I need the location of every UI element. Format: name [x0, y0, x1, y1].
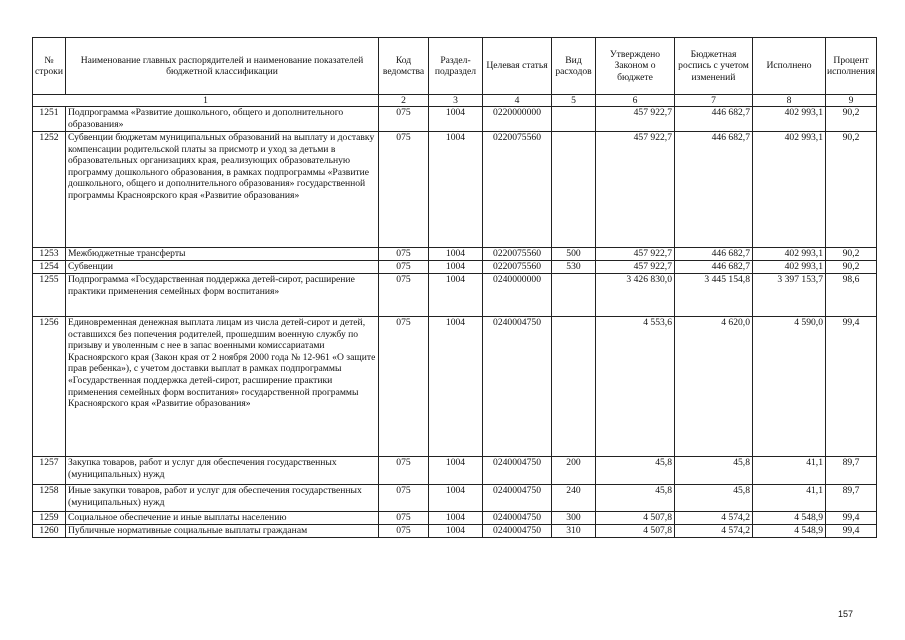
row-percent: 90,2 [826, 248, 877, 261]
row-number: 1255 [33, 274, 66, 317]
row-approved: 4 507,8 [596, 512, 675, 525]
row-approved: 3 426 830,0 [596, 274, 675, 317]
row-expense-type: 310 [552, 525, 596, 538]
row-executed: 4 548,9 [753, 512, 826, 525]
row-dept-code: 075 [379, 274, 429, 317]
header-executed: Исполнено [753, 38, 826, 95]
row-section: 1004 [429, 107, 483, 132]
row-target-item: 0240004750 [483, 457, 552, 485]
row-section: 1004 [429, 317, 483, 457]
row-target-item: 0220075560 [483, 132, 552, 248]
row-expense-type [552, 107, 596, 132]
column-number: 6 [596, 95, 675, 107]
column-number: 2 [379, 95, 429, 107]
row-expense-type [552, 317, 596, 457]
row-approved: 45,8 [596, 485, 675, 512]
row-executed: 41,1 [753, 457, 826, 485]
row-dept-code: 075 [379, 132, 429, 248]
row-section: 1004 [429, 485, 483, 512]
row-section: 1004 [429, 457, 483, 485]
row-name: Субвенции [66, 261, 379, 274]
row-percent: 99,4 [826, 525, 877, 538]
row-section: 1004 [429, 261, 483, 274]
table-row [33, 317, 877, 457]
header-approved: Утверждено Законом о бюджете [596, 38, 675, 95]
row-expense-type: 530 [552, 261, 596, 274]
table-row [33, 248, 877, 261]
row-dept-code: 075 [379, 248, 429, 261]
row-budget-list: 4 620,0 [675, 317, 753, 457]
row-percent: 90,2 [826, 132, 877, 248]
row-executed: 3 397 153,7 [753, 274, 826, 317]
column-number: 9 [826, 95, 877, 107]
row-name: Подпрограмма «Государственная поддержка детей-сирот, расширение практики применения семейных форм воспитания» [66, 274, 379, 317]
row-budget-list: 446 682,7 [675, 248, 753, 261]
row-number: 1260 [33, 525, 66, 538]
row-number: 1251 [33, 107, 66, 132]
row-executed: 402 993,1 [753, 107, 826, 132]
row-executed: 41,1 [753, 485, 826, 512]
row-number: 1256 [33, 317, 66, 457]
row-target-item: 0240000000 [483, 274, 552, 317]
row-approved: 457 922,7 [596, 132, 675, 248]
table-row [33, 525, 877, 538]
row-name: Межбюджетные трансферты [66, 248, 379, 261]
row-name: Субвенции бюджетам муниципальных образований на выплату и доставку компенсации родительской платы за присмотр и уход за детьми в образовательных организациях края, реализующих образовательную программу дошкольного образования, в рамках подпрограммы «Развитие дошкольного, общего и дополнительного образования» государственной программы Красноярского края «Развитие образования» [66, 132, 379, 248]
budget-table [32, 37, 877, 538]
row-expense-type: 200 [552, 457, 596, 485]
table-row [33, 485, 877, 512]
row-target-item: 0220000000 [483, 107, 552, 132]
row-percent: 90,2 [826, 261, 877, 274]
row-expense-type: 500 [552, 248, 596, 261]
row-expense-type [552, 274, 596, 317]
row-executed: 402 993,1 [753, 132, 826, 248]
row-target-item: 0240004750 [483, 512, 552, 525]
row-approved: 45,8 [596, 457, 675, 485]
row-number: 1254 [33, 261, 66, 274]
row-approved: 457 922,7 [596, 248, 675, 261]
table-row [33, 512, 877, 525]
row-name: Закупка товаров, работ и услуг для обеспечения государственных (муниципальных) нужд [66, 457, 379, 485]
row-dept-code: 075 [379, 261, 429, 274]
row-executed: 402 993,1 [753, 248, 826, 261]
header-row-number: № строки [33, 38, 66, 95]
row-section: 1004 [429, 274, 483, 317]
row-percent: 89,7 [826, 457, 877, 485]
row-target-item: 0240004750 [483, 525, 552, 538]
row-approved: 457 922,7 [596, 107, 675, 132]
header-name: Наименование главных распорядителей и наименование показателей бюджетной классификации [66, 38, 379, 95]
table-row [33, 132, 877, 248]
row-percent: 90,2 [826, 107, 877, 132]
table-row [33, 107, 877, 132]
row-dept-code: 075 [379, 457, 429, 485]
header-budget-list: Бюджетная роспись с учетом изменений [675, 38, 753, 95]
table-row [33, 457, 877, 485]
row-budget-list: 45,8 [675, 457, 753, 485]
row-approved: 457 922,7 [596, 261, 675, 274]
column-number: 4 [483, 95, 552, 107]
row-target-item: 0240004750 [483, 317, 552, 457]
column-number: 7 [675, 95, 753, 107]
row-number: 1252 [33, 132, 66, 248]
row-dept-code: 075 [379, 317, 429, 457]
row-percent: 98,6 [826, 274, 877, 317]
row-expense-type: 300 [552, 512, 596, 525]
table-row [33, 274, 877, 317]
row-section: 1004 [429, 248, 483, 261]
column-number: 8 [753, 95, 826, 107]
row-dept-code: 075 [379, 512, 429, 525]
row-budget-list: 4 574,2 [675, 512, 753, 525]
row-number: 1257 [33, 457, 66, 485]
header-dept-code: Код ведомства [379, 38, 429, 95]
row-budget-list: 446 682,7 [675, 261, 753, 274]
row-number: 1258 [33, 485, 66, 512]
row-dept-code: 075 [379, 485, 429, 512]
row-percent: 99,4 [826, 317, 877, 457]
row-name: Публичные нормативные социальные выплаты гражданам [66, 525, 379, 538]
row-number: 1259 [33, 512, 66, 525]
row-budget-list: 3 445 154,8 [675, 274, 753, 317]
row-target-item: 0220075560 [483, 248, 552, 261]
column-number: 5 [552, 95, 596, 107]
row-section: 1004 [429, 512, 483, 525]
row-budget-list: 4 574,2 [675, 525, 753, 538]
row-number: 1253 [33, 248, 66, 261]
row-dept-code: 075 [379, 525, 429, 538]
page-number: 157 [838, 609, 854, 619]
header-row [33, 38, 877, 95]
row-expense-type: 240 [552, 485, 596, 512]
row-approved: 4 553,6 [596, 317, 675, 457]
row-approved: 4 507,8 [596, 525, 675, 538]
row-percent: 99,4 [826, 512, 877, 525]
row-dept-code: 075 [379, 107, 429, 132]
row-target-item: 0240004750 [483, 485, 552, 512]
row-budget-list: 446 682,7 [675, 107, 753, 132]
row-target-item: 0220075560 [483, 261, 552, 274]
row-budget-list: 45,8 [675, 485, 753, 512]
row-name: Иные закупки товаров, работ и услуг для обеспечения государственных (муниципальных) нужд [66, 485, 379, 512]
row-name: Подпрограмма «Развитие дошкольного, общего и дополнительного образования» [66, 107, 379, 132]
row-name: Социальное обеспечение и иные выплаты населению [66, 512, 379, 525]
row-expense-type [552, 132, 596, 248]
header-expense-type: Вид расходов [552, 38, 596, 95]
table-row [33, 261, 877, 274]
header-target-item: Целевая статья [483, 38, 552, 95]
row-section: 1004 [429, 525, 483, 538]
row-executed: 4 548,9 [753, 525, 826, 538]
row-executed: 4 590,0 [753, 317, 826, 457]
column-number: 3 [429, 95, 483, 107]
column-number-row [33, 95, 877, 107]
row-percent: 89,7 [826, 485, 877, 512]
header-section: Раздел-подраздел [429, 38, 483, 95]
row-executed: 402 993,1 [753, 261, 826, 274]
row-budget-list: 446 682,7 [675, 132, 753, 248]
column-number: 1 [33, 95, 379, 107]
row-name: Единовременная денежная выплата лицам из числа детей-сирот и детей, оставшихся без попечения родителей, прошедшим военную службу по призыву и уволенным с нее в запас военными комиссариатами Красноярского края (Закон края от 2 ноября 2000 года № 12-961 «О защите прав ребенка»), с учетом доставки выплат в рамках подпрограммы «Государственная поддержка детей-сирот, расширение практики применения семейных форм воспитания» государственной программы Красноярского края «Развитие образования» [66, 317, 379, 457]
header-percent: Процент исполнения [826, 38, 877, 95]
row-section: 1004 [429, 132, 483, 248]
